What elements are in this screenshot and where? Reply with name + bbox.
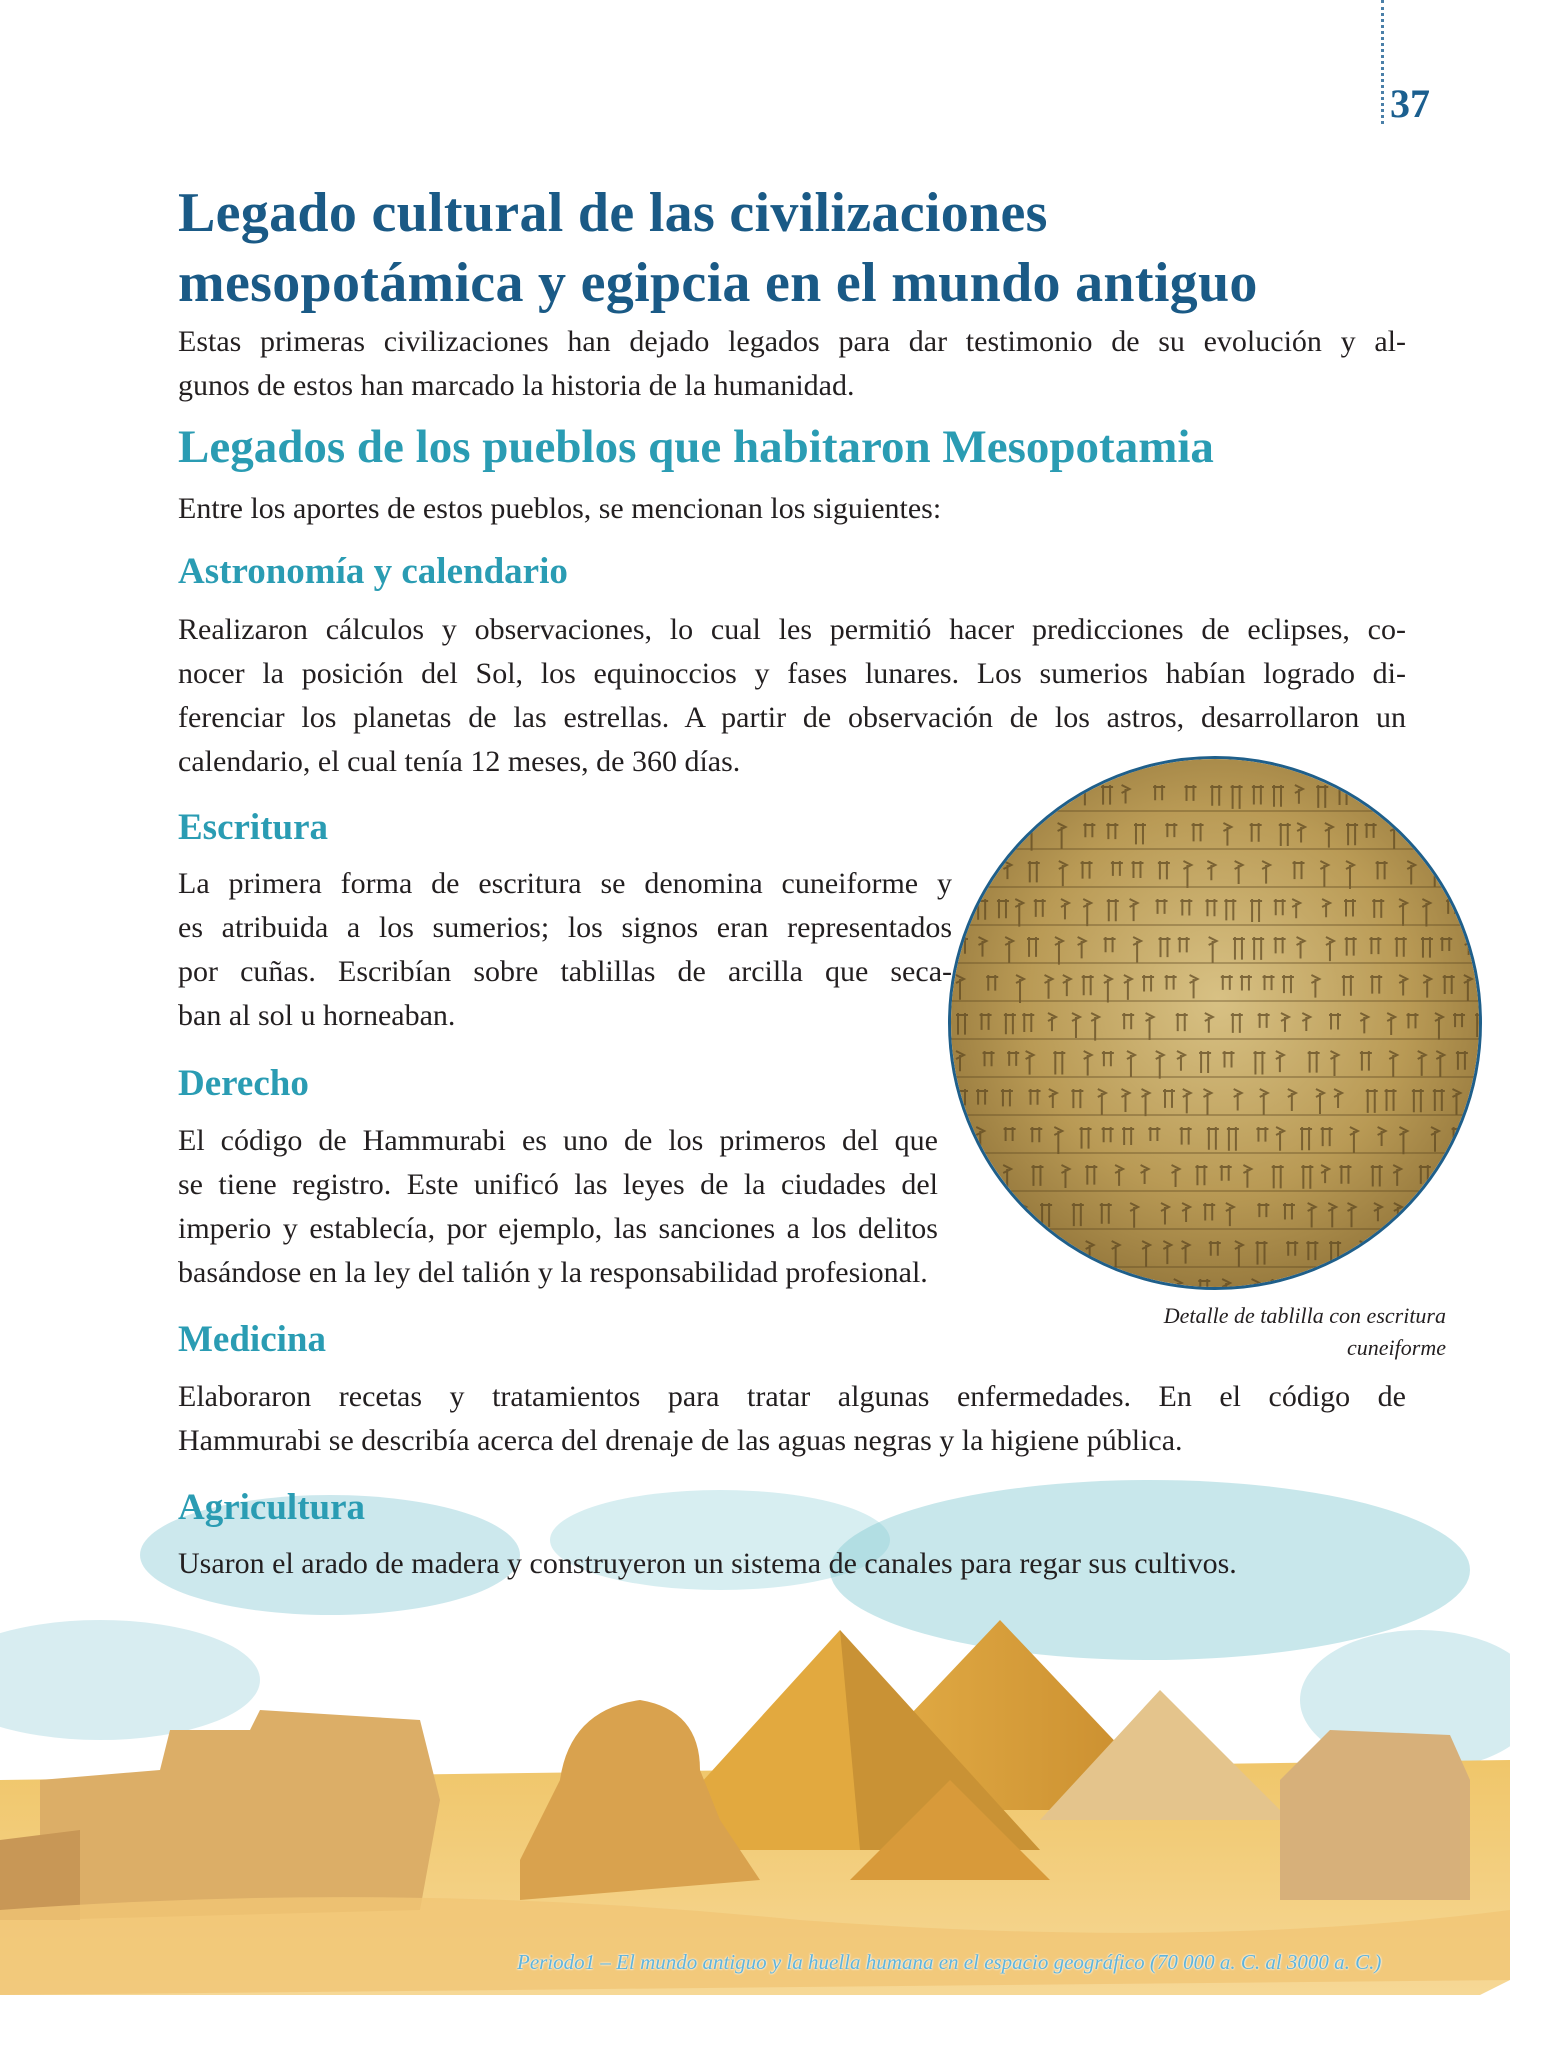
cuneiform-sign — [956, 1241, 968, 1263]
heading-escritura: Escritura — [178, 807, 329, 848]
paragraph-derecho — [178, 1119, 938, 1295]
cuneiform-sign — [1387, 785, 1399, 804]
cuneiform-sign — [1326, 1279, 1334, 1290]
cuneiform-sign — [1380, 1241, 1392, 1265]
cuneiform-sign — [1056, 1241, 1068, 1255]
paragraph-medicina — [178, 1375, 1406, 1463]
paragraph-agricultura — [178, 1542, 1406, 1586]
title-line: Legado cultural de las civilizaciones — [178, 182, 1048, 244]
cuneiform-sign — [1360, 1241, 1368, 1259]
cuneiform-sign — [1003, 1279, 1015, 1290]
cuneiform-sign — [978, 823, 986, 843]
text-line: se tiene registro. Este unificó las leyes de la ciudades del — [178, 1168, 938, 1201]
text-line: ban al sol u horneaban. — [178, 999, 456, 1032]
cuneiform-sign — [1479, 1051, 1482, 1066]
cuneiform-sign — [1452, 1127, 1464, 1149]
cuneiform-sign — [1080, 1279, 1088, 1290]
image-caption — [1164, 1300, 1446, 1364]
cuneiform-sign — [1459, 1165, 1467, 1188]
cuneiform-sign — [1445, 1203, 1457, 1226]
cuneiform-sign — [1409, 1241, 1417, 1268]
cuneiform-sign — [1432, 823, 1444, 842]
text-line: gunos de estos han marcado la historia de la humanidad. — [178, 369, 855, 402]
cuneiform-sign — [956, 1127, 964, 1146]
cuneiform-sign — [956, 1165, 968, 1185]
cuneiform-sign — [1023, 1279, 1031, 1290]
cuneiform-sign — [1394, 1279, 1402, 1290]
cuneiform-sign — [976, 785, 988, 801]
heading-medicina: Medicina — [178, 1319, 326, 1360]
cuneiform-sign — [976, 1203, 988, 1217]
page-title — [178, 178, 1258, 318]
paragraph-escritura — [178, 862, 952, 1038]
cuneiform-sign — [1297, 1279, 1309, 1290]
page-number: 37 — [1390, 81, 1430, 126]
cuneiform-sign — [1033, 1241, 1041, 1260]
cuneiform-sign — [1457, 785, 1469, 804]
heading-astronomia: Astronomía y calendario — [178, 551, 568, 592]
cuneiform-sign — [985, 1241, 997, 1260]
text-line: El código de Hammurabi es uno de los primeros del que — [178, 1124, 938, 1157]
cuneiform-sign — [974, 1279, 986, 1290]
cuneiform-sign — [1466, 899, 1474, 924]
text-line: nocer la posición del Sol, los equinoccios y fases lunares. Los sumerios habían logrado di- — [178, 657, 1406, 690]
heading-agricultura: Agricultura — [178, 1487, 366, 1528]
cuneiform-sign — [1455, 823, 1467, 839]
text-line: ferenciar los planetas de las estrellas. A partir de observación de los astros, desarrollaron un — [178, 701, 1406, 734]
caption-line: cuneiforme — [1347, 1335, 1446, 1360]
cuneiform-sign — [1470, 1241, 1478, 1263]
cuneiform-sign — [998, 823, 1006, 844]
cuneiform-sign — [1413, 1203, 1425, 1224]
cuneiform-sign — [1271, 1279, 1283, 1290]
cuneiform-tablet-illustration — [951, 759, 1482, 1290]
text-line: Realizaron cálculos y observaciones, lo cual les permitió hacer predicciones de eclipses, co- — [178, 613, 1406, 646]
cuneiform-sign — [1410, 823, 1422, 842]
text-line: Estas primeras civilizaciones han dejado legados para dar testimonio de su evolución y al- — [178, 325, 1406, 358]
heading-derecho: Derecho — [178, 1063, 309, 1104]
intro-paragraph — [178, 320, 1406, 408]
text-line: La primera forma de escritura se denomina cuneiforme y — [178, 867, 952, 900]
cuneiform-sign — [956, 823, 968, 842]
cuneiform-sign — [1433, 785, 1445, 809]
cuneiform-sign — [1456, 1279, 1468, 1290]
section-title: Legados de los pueblos que habitaron Mesopotamia — [178, 421, 1214, 473]
text-line: calendario, el cual tenía 12 meses, de 360 días. — [178, 745, 741, 778]
cuneiform-sign — [1027, 785, 1039, 803]
page-footer: Periodo1 – El mundo antiguo y la huella humana en el espacio geográfico (70 000 a. C. al 3000 a. C.) — [517, 1950, 1382, 1974]
paragraph-astronomia — [178, 608, 1406, 784]
cuneiform-sign — [1474, 1127, 1482, 1147]
text-line: Elaboraron recetas y tratamientos para tratar algunas enfermedades. En el código de — [178, 1380, 1406, 1413]
cuneiform-sign — [1366, 785, 1378, 806]
cuneiform-sign — [1406, 785, 1414, 807]
caption-line: Detalle de tablilla con escritura — [1163, 1303, 1446, 1328]
text-line: basándose en la ley del talión y la responsabilidad profesional. — [178, 1256, 928, 1289]
cuneiform-tablet-image — [948, 756, 1482, 1290]
cuneiform-sign — [1127, 1279, 1135, 1290]
text-line: por cuñas. Escribían sobre tablillas de arcilla que seca- — [178, 955, 952, 988]
cuneiform-sign — [956, 899, 964, 927]
cuneiform-sign — [956, 1279, 968, 1290]
cuneiform-sign — [1018, 1203, 1026, 1226]
cuneiform-sign — [1148, 1279, 1156, 1290]
text-line: es atribuida a los sumerios; los signos eran representados — [178, 911, 952, 944]
cuneiform-sign — [976, 1165, 988, 1180]
cuneiform-sign — [1438, 1241, 1446, 1262]
cuneiform-sign — [998, 1203, 1010, 1227]
cuneiform-sign — [1456, 861, 1464, 883]
cuneiform-sign — [1051, 1279, 1059, 1290]
cuneiform-sign — [1464, 1203, 1472, 1222]
cuneiform-sign — [1425, 1279, 1437, 1290]
cuneiform-sign — [956, 1203, 964, 1224]
cuneiform-sign — [1437, 1165, 1449, 1187]
title-line: mesopotámica y egipcia en el mundo antiguo — [178, 252, 1258, 314]
text-line: imperio y establecía, por ejemplo, las sanciones a los delitos — [178, 1212, 938, 1245]
cuneiform-sign — [1108, 1279, 1116, 1290]
cuneiform-sign — [1006, 1241, 1014, 1263]
cuneiform-sign — [1474, 1279, 1482, 1290]
text-line: Hammurabi se describía acerca del drenaje de las aguas negras y la higiene pública. — [178, 1424, 1183, 1457]
cuneiform-sign — [980, 861, 992, 876]
cuneiform-sign — [1056, 785, 1068, 806]
cuneiform-sign — [956, 785, 964, 808]
cuneiform-sign — [956, 861, 968, 881]
cuneiform-sign — [1365, 1279, 1377, 1290]
text-line: Usaron el arado de madera y construyeron un sistema de canales para regar sus cultivos. — [178, 1547, 1237, 1580]
cuneiform-sign — [1346, 1279, 1358, 1290]
dotted-margin-line — [1381, 0, 1384, 124]
cuneiform-sign — [1001, 785, 1009, 804]
section-intro: Entre los aportes de estos pueblos, se mencionan los siguientes: — [178, 492, 942, 525]
